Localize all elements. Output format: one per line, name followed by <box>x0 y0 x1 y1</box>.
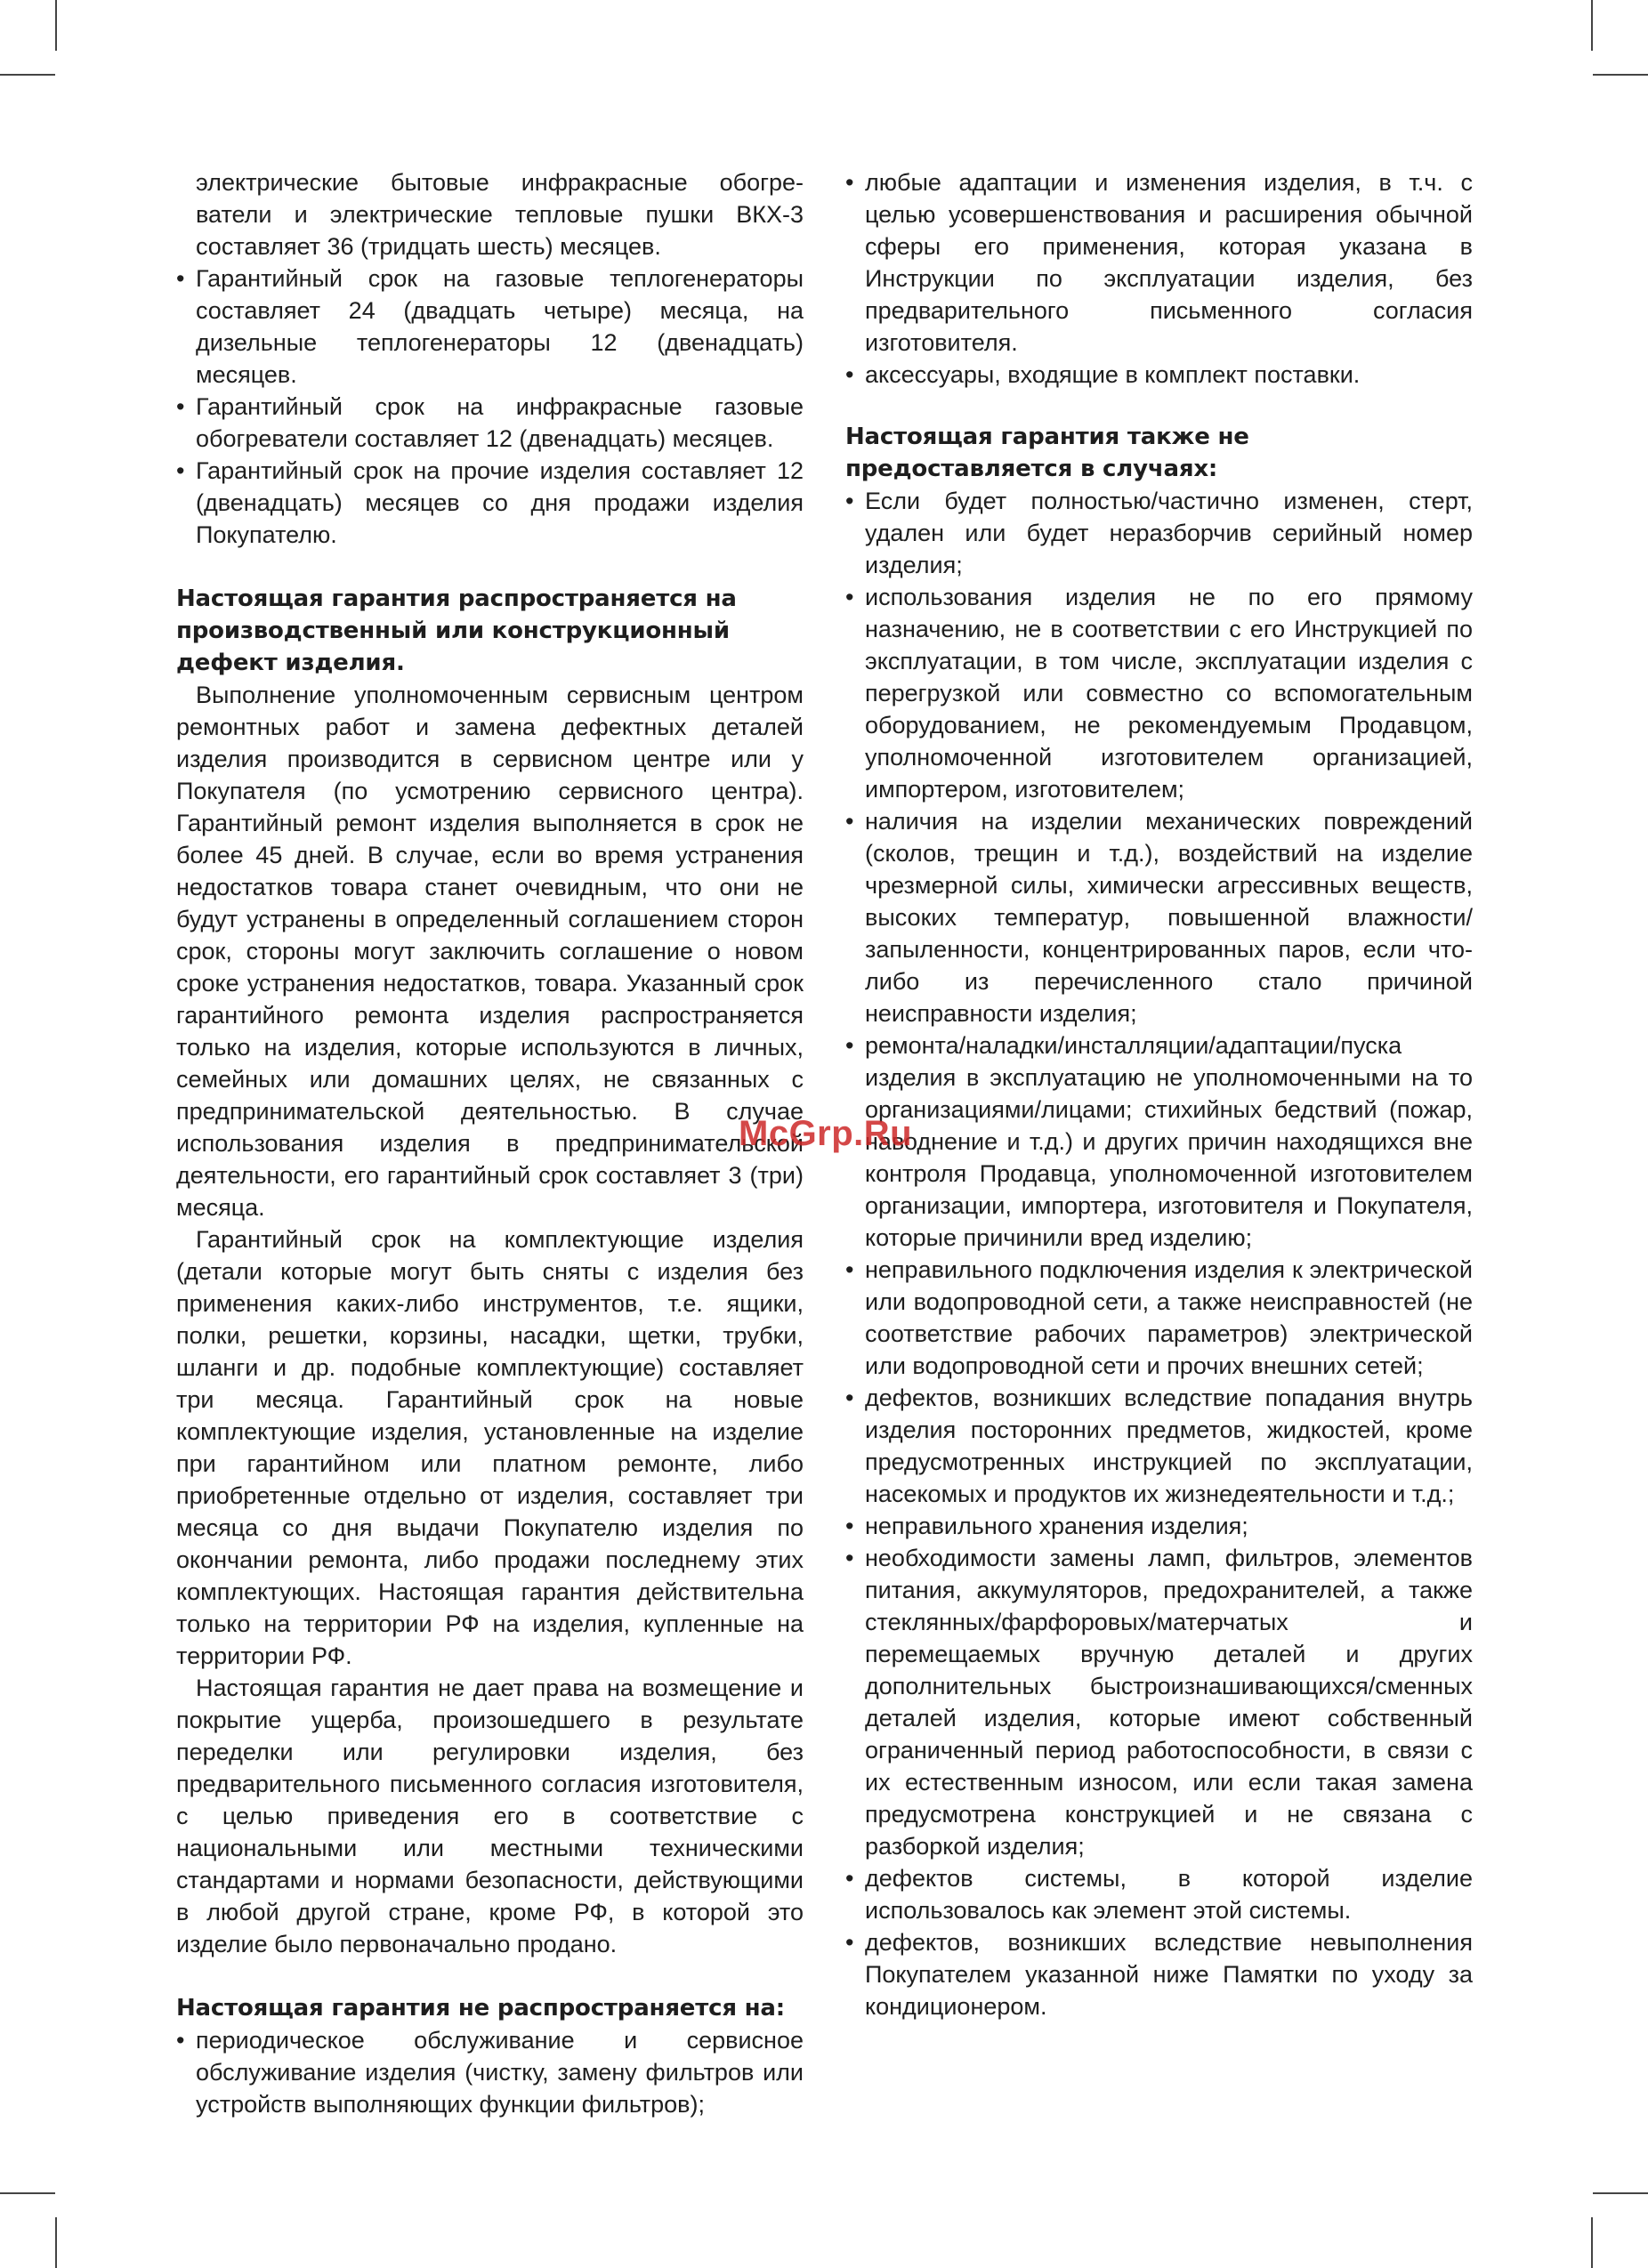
list-item: • использования изделия не по его прямому назначению, не в соответствии с его Инструкцией по эксплуатации, в том числе, эксплуатации изделия с перегрузкой или совместно со вспомогательным оборудованием, не рекомендуемым Продавцом, уполномоченной изготовителем организацией, импортером, изготовителем; <box>845 581 1473 805</box>
section-heading: Настоящая гарантия также не предоставляется в случаях: <box>845 424 1249 482</box>
left-column <box>176 166 804 2120</box>
list-item: • необходимости замены ламп, фильтров, элементов питания, аккумуляторов, предохранителей, а также стеклянных/фарфоровых/матерчатых и перемещаемых вручную деталей и других дополнительных быстроизнашивающихся/сменных деталей изделия, которые имеют собственный ограниченный период работоспособности, в связи с их естественным износом, или если такая замена предусмотрена конструкцией и не связана с разборкой изделия; <box>845 1542 1473 1862</box>
section-heading: Настоящая гарантия распространяется на производственный или конструкционный дефект изделия. <box>176 585 737 676</box>
crop-mark <box>1591 2217 1593 2268</box>
list-item: • периодическое обслуживание и сервисное обслуживание изделия (чистку, замену фильтров или устройств выполняющих функции фильтров); <box>176 2024 804 2120</box>
list-item: • Гарантийный срок на инфракрасные газовые обогреватели составляет 12 (двенадцать) месяцев. <box>176 391 804 455</box>
list-item: • аксессуары, входящие в комплект поставки. <box>845 359 1473 391</box>
list-item: • дефектов, возникших вследствие невыполнения Покупателем указанной ниже Памятки по уходу за кондиционером. <box>845 1926 1473 2022</box>
list-item: • неправильного подключения изделия к электрической или водопроводной сети, а также неисправностей (не соответствие рабочих параметров) электрической или водопроводной сети и прочих внешних сетей; <box>845 1254 1473 1382</box>
list-item: • Если будет полностью/частично изменен, стерт, удален или будет неразборчив серийный номер изделия; <box>845 485 1473 581</box>
crop-mark <box>1593 74 1648 76</box>
crop-mark <box>55 2217 57 2268</box>
lead-line: составляет 36 (тридцать шесть) месяцев. <box>196 233 661 260</box>
list-item: • Гарантийный срок на газовые теплогенераторы составляет 24 (двадцать четыре) месяца, на дизельные теплогенераторы 12 (двенадцать) месяцев. <box>176 262 804 391</box>
list-item: • дефектов системы, в которой изделие использовалось как элемент этой системы. <box>845 1862 1473 1926</box>
lead-line: электрические бытовые инфракрасные обогре- <box>196 169 804 196</box>
section-heading: Настоящая гарантия не распространяется на: <box>176 1995 785 2022</box>
crop-mark <box>0 74 55 76</box>
paragraph: Выполнение уполномоченным сервисным центром ремонтных работ и замена дефектных деталей изделия производится в сервисном центре или у Покупателя (по усмотрению сервисного центра). Гарантийный ремонт изделия выполняется в срок не более 45 дней. В случае, если во время устранения недостатков товара станет очевидным, что они не будут устранены в определенный соглашением сторон срок, стороны могут заключить соглашение о новом сроке устранения недостатков, товара. Указанный срок гарантийного ремонта изделия распространяется только на изделия, которые используются в личных, семейных или домашних целях, не связанных с предпринимательской деятельностью. В случае использования изделия в предпринимательской деятельности, его гарантийный срок составляет 3 (три) месяца. <box>176 682 804 1221</box>
paragraph: Гарантийный срок на комплектующие изделия (детали которые могут быть сняты с изделия без применения каких-либо инструментов, т.е. ящики, полки, решетки, корзины, насадки, щетки, трубки, шланги и др. подобные комплектующие) составляет три месяца. Гарантийный срок на новые комплектующие изделия, установленные на изделие при гарантийном или платном ремонте, либо приобретенные отдельно от изделия, составляет три месяца со дня выдачи Покупателю изделия по окончании ремонта, либо продажи последнему этих комплектующих. Настоящая гарантия действительна только на территории РФ на изделия, купленные на территории РФ. <box>176 1226 804 1669</box>
lead-line: ватели и электрические тепловые пушки ВКХ-3 <box>196 201 804 228</box>
paragraph: Настоящая гарантия не дает права на возмещение и покрытие ущерба, произошедшего в результате переделки или регулировки изделия, без предварительного письменного согласия изготовителя, с целью приведения его в соответствие с национальными или местными техническими стандартами и нормами безопасности, действующими в любой другой стране, кроме РФ, в которой это изделие было первоначально продано. <box>176 1675 804 1957</box>
list-item: • неправильного хранения изделия; <box>845 1510 1473 1542</box>
list-item: • дефектов, возникших вследствие попадания внутрь изделия посторонних предметов, жидкостей, кроме предусмотренных инструкцией по эксплуатации, насекомых и продуктов их жизнедеятельности и т.д.; <box>845 1382 1473 1510</box>
crop-mark <box>1591 0 1593 51</box>
list-item: • Гарантийный срок на прочие изделия составляет 12 (двенадцать) месяцев со дня продажи изделия Покупателю. <box>176 455 804 551</box>
crop-mark <box>55 0 57 51</box>
list-item: • ремонта/наладки/инсталляции/адаптации/пуска изделия в эксплуатацию не уполномоченными на то организациями/лицами; стихийных бедствий (пожар, наводнение и т.д.) и других причин находящихся вне контроля Продавца, уполномоченной изготовителем организации, импортера, изготовителя и Покупателя, которые причинили вред изделию; <box>845 1029 1473 1254</box>
right-column <box>845 166 1473 2022</box>
crop-mark <box>1593 2192 1648 2194</box>
crop-mark <box>0 2192 55 2194</box>
watermark: McGrp.Ru <box>739 1114 913 1153</box>
list-item: • наличия на изделии механических повреждений (сколов, трещин и т.д.), воздействий на изделие чрезмерной силы, химически агрессивных веществ, высоких температур, повышенной влажности/запыленности, концентрированных паров, если что-либо из перечисленного стало причиной неисправности изделия; <box>845 805 1473 1029</box>
list-item: • любые адаптации и изменения изделия, в т.ч. с целью усовершенствования и расширения обычной сферы его применения, которая указана в Инструкции по эксплуатации изделия, без предварительного письменного согласия изготовителя. <box>845 166 1473 359</box>
